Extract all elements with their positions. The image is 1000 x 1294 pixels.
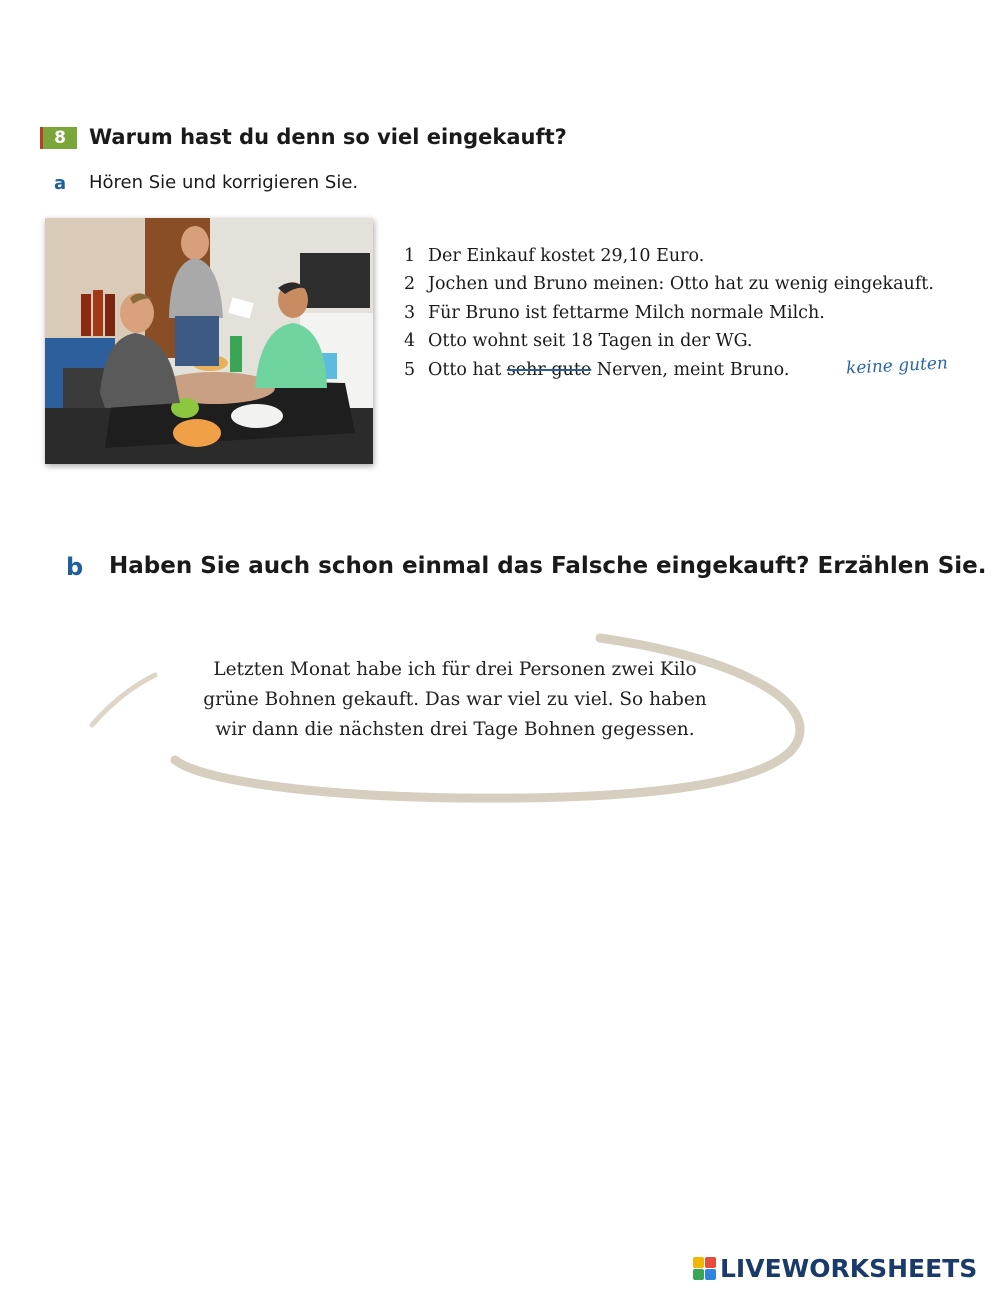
- speech-bubble-line-1: Letzten Monat habe ich für drei Personen zwei Kilo: [213, 659, 697, 680]
- statement-1: [404, 242, 934, 270]
- statement-number: 1: [404, 246, 416, 266]
- liveworksheets-logo: [693, 1254, 977, 1283]
- exercise-title: Warum hast du denn so viel eingekauft?: [89, 125, 567, 149]
- struck-text: sehr gute: [506, 359, 592, 380]
- statement-text: Für Bruno ist fettarme Milch normale Milch.: [428, 302, 825, 323]
- statement-number: 4: [404, 331, 416, 352]
- task-b-letter: b: [66, 553, 84, 581]
- statement-number: 2: [404, 274, 416, 295]
- statement-3: [404, 299, 934, 327]
- statement-text-after: Nerven, meint Bruno.: [591, 359, 790, 380]
- statement-4: [404, 327, 934, 355]
- logo-text: LIVEWORKSHEETS: [720, 1254, 978, 1283]
- statement-text: Der Einkauf kostet 29,10 Euro.: [428, 246, 705, 266]
- statement-number: 5: [404, 359, 416, 380]
- exercise-number-badge: 8: [40, 127, 77, 149]
- kitchen-photo-illustration: [45, 218, 373, 464]
- task-a-letter: a: [54, 173, 67, 194]
- task-a-instruction: Hören Sie und korrigieren Sie.: [89, 172, 359, 193]
- speech-bubble-text: [170, 655, 740, 745]
- statement-2: [404, 270, 934, 298]
- speech-bubble-line-2: grüne Bohnen gekauft. Das war viel zu viel. So haben: [203, 689, 707, 710]
- statement-text: Jochen und Bruno meinen: Otto hat zu wenig eingekauft.: [428, 274, 934, 295]
- handwritten-correction[interactable]: keine guten: [845, 353, 949, 379]
- statement-text-before: Otto hat: [428, 359, 507, 380]
- task-b-instruction: Haben Sie auch schon einmal das Falsche eingekauft? Erzählen Sie.: [109, 553, 987, 579]
- statement-number: 3: [404, 302, 416, 323]
- speech-bubble-line-3: wir dann die nächsten drei Tage Bohnen gegessen.: [215, 719, 695, 740]
- statement-text: Otto wohnt seit 18 Tagen in der WG.: [428, 331, 753, 352]
- logo-mark-icon: [693, 1257, 716, 1280]
- kitchen-photo: [45, 218, 373, 464]
